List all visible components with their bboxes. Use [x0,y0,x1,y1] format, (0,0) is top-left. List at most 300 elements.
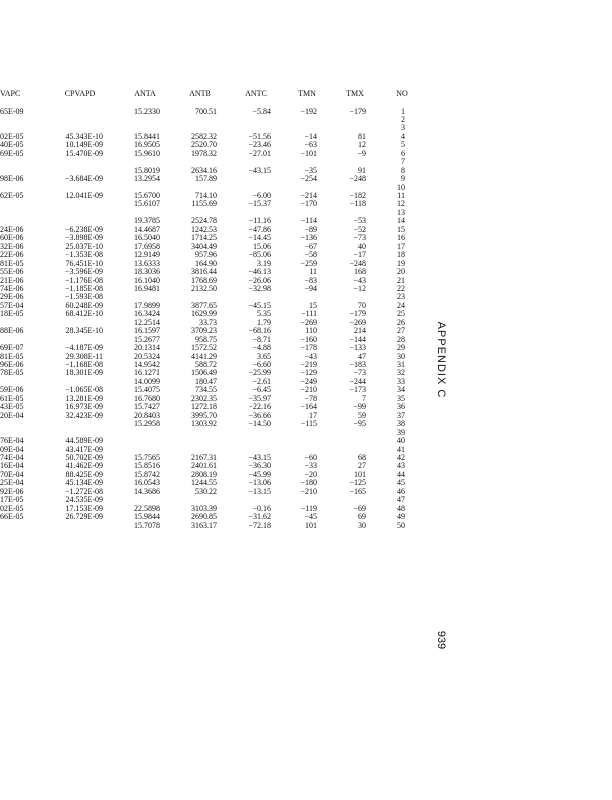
antc-cell: −6.00 [252,191,271,200]
antc-cell: −15.37 [248,199,271,209]
no-cell: 42 [397,452,405,462]
tmn-cell: 110 [305,326,317,336]
antc-cell: −46.13 [248,267,271,277]
tmn-cell: 17 [309,410,317,420]
tmx-cell: 81 [358,131,366,141]
vapc-cell: 60E-06 [0,233,24,243]
vapc-cell: 98E-06 [0,174,24,184]
no-cell: 27 [397,326,405,336]
anta-cell: 12.9149 [134,250,160,260]
cpvapd-cell: 24.535E-09 [65,495,103,505]
antc-cell: −36.66 [248,410,271,420]
anta-cell: 12.2514 [134,317,160,327]
cpvapd-cell: 29.308E-11 [65,351,103,361]
cpvapd-cell: −1.593E-08 [64,292,103,302]
anta-cell: 16.1597 [134,326,160,336]
antc-cell: −51.56 [248,131,271,141]
antb-cell: 588.72 [195,360,217,369]
tmn-cell: −170 [300,199,317,209]
tmx-cell: 27 [358,461,366,471]
tmx-cell: −183 [349,360,366,369]
header-no: NO [396,89,408,98]
no-cell: 16 [397,233,405,243]
antc-cell: 1.79 [257,317,271,327]
tmn-cell: −83 [304,275,317,285]
antc-cell: −72.18 [248,520,271,530]
no-cell: 45 [397,478,405,488]
vapc-cell: 32E-06 [0,241,24,251]
antc-cell: 5.35 [257,309,271,319]
no-cell: 49 [397,512,405,522]
antc-cell: −26.06 [248,275,271,285]
antb-cell: 164.90 [195,258,217,268]
vapc-cell: 21E-06 [0,275,24,285]
no-cell: 23 [397,292,405,302]
no-cell: 7 [401,157,405,167]
cpvapd-cell: 76.451E-10 [65,258,103,268]
antb-cell: 3816.44 [191,267,217,277]
tmn-cell: −136 [300,233,317,243]
anta-cell: 15.7565 [134,452,160,462]
vapc-cell: 57E-04 [0,300,24,310]
no-cell: 12 [397,199,405,209]
no-cell: 5 [401,140,405,150]
tmx-cell: 101 [354,469,366,479]
no-cell: 22 [397,283,405,293]
anta-cell: 14.3686 [134,486,160,496]
tmn-cell: −259 [300,258,317,268]
anta-cell: 15.8441 [134,131,160,141]
no-cell: 36 [397,402,405,412]
tmn-cell: −89 [304,224,317,234]
vapc-cell: 62E-05 [0,191,24,200]
tmx-cell: −43 [353,275,366,285]
vapc-cell: 02E-05 [0,131,24,141]
vapc-cell: 18E-05 [0,309,24,319]
anta-cell: 13.6333 [134,258,160,268]
tmx-cell: −179 [349,309,366,319]
vapc-cell: 96E-06 [0,360,24,369]
no-cell: 40 [397,436,405,446]
tmx-cell: −73 [353,233,366,243]
cpvapd-cell: 43.417E-09 [65,444,103,454]
no-cell: 29 [397,343,405,353]
antb-cell: 1155.69 [191,199,217,209]
antb-cell: 1244.55 [191,478,217,488]
header-tmn: TMN [298,89,316,98]
antb-cell: 33.73 [199,317,217,327]
tmx-cell: −118 [349,199,366,209]
header-anta: ANTA [134,89,156,98]
no-cell: 37 [397,410,405,420]
tmn-cell: −115 [300,419,317,429]
vapc-cell: 17E-05 [0,495,24,505]
tmx-cell: −69 [353,503,366,513]
anta-cell: 20.5324 [134,351,160,361]
antc-cell: −8.71 [252,334,271,344]
tmx-cell: −73 [353,368,366,378]
antb-cell: 3103.39 [191,503,217,513]
antb-cell: 180.47 [195,376,217,386]
no-cell: 1 [401,106,405,116]
cpvapd-cell: 26.729E-09 [65,512,103,522]
tmx-cell: −12 [353,283,366,293]
antc-cell: −45.99 [248,469,271,479]
vapc-cell: 16E-04 [0,461,24,471]
antc-cell: −68.16 [248,326,271,336]
vapc-cell: 81E-05 [0,351,24,361]
no-cell: 14 [397,216,405,226]
cpvapd-cell: 17.153E-09 [65,503,103,513]
anta-cell: 15.8742 [134,469,160,479]
antc-cell: −11.16 [248,216,271,226]
tmn-cell: −33 [304,461,317,471]
tmn-cell: −214 [300,191,317,200]
no-cell: 9 [401,174,405,184]
antb-cell: 714.10 [195,191,217,200]
cpvapd-cell: 44.589E-09 [65,436,103,446]
no-cell: 32 [397,368,405,378]
tmn-cell: −101 [300,148,317,158]
tmn-cell: −114 [300,216,317,226]
tmx-cell: −17 [353,250,366,260]
antb-cell: 2808.19 [191,469,217,479]
no-cell: 18 [397,250,405,260]
tmx-cell: 7 [362,393,366,403]
no-cell: 43 [397,461,405,471]
tmn-cell: −20 [304,469,317,479]
no-cell: 4 [401,131,405,141]
antb-cell: 4141.29 [191,351,217,361]
tmn-cell: −119 [300,503,317,513]
vapc-cell: 29E-06 [0,292,24,302]
vapc-cell: 69E-07 [0,343,24,353]
antb-cell: 2582.32 [191,131,217,141]
anta-cell: 16.7680 [134,393,160,403]
antb-cell: 1714.25 [191,233,217,243]
tmx-cell: −173 [349,385,366,395]
anta-cell: 19.3785 [134,216,160,226]
tmx-cell: −165 [349,486,366,496]
cpvapd-cell: 60.248E-09 [65,300,103,310]
header-tmx: TMX [346,89,364,98]
no-cell: 25 [397,309,405,319]
vapc-cell: 70E-04 [0,469,24,479]
vapc-cell: 74E-06 [0,283,24,293]
anta-cell: 16.9505 [134,140,160,150]
tmn-cell: −111 [301,309,317,319]
tmx-cell: 59 [358,410,366,420]
antb-cell: 1768.69 [191,275,217,285]
antb-cell: 700.51 [195,106,217,116]
antb-cell: 1629.99 [191,309,217,319]
antc-cell: 3.19 [257,258,271,268]
vapc-cell: 40E-05 [0,140,24,150]
tmn-cell: −180 [300,478,317,488]
no-cell: 2 [401,114,405,124]
tmn-cell: −210 [300,486,317,496]
anta-cell: 15.9844 [134,512,160,522]
antb-cell: 2167.31 [191,452,217,462]
antb-cell: 2690.85 [191,512,217,522]
vapc-cell: 59E-06 [0,385,24,395]
vapc-cell: 78E-05 [0,368,24,378]
antc-cell: −13.15 [248,486,271,496]
no-cell: 11 [397,191,405,200]
antc-cell: −43.15 [248,165,271,175]
anta-cell: 13.2954 [134,174,160,184]
anta-cell: 15.8019 [134,165,160,175]
antc-cell: −22.16 [248,402,271,412]
vapc-cell: 09E-04 [0,444,24,454]
tmn-cell: −249 [300,376,317,386]
anta-cell: 15.6107 [134,199,160,209]
anta-cell: 15.7078 [134,520,160,530]
cpvapd-cell: −1.168E-08 [64,360,103,369]
antc-cell: −45.15 [248,300,271,310]
no-cell: 20 [397,267,405,277]
antc-cell: −6.45 [252,385,271,395]
vapc-cell: 20E-04 [0,410,24,420]
tmx-cell: 69 [358,512,366,522]
tmx-cell: −53 [353,216,366,226]
antb-cell: 2401.61 [191,461,217,471]
no-cell: 28 [397,334,405,344]
antb-cell: 734.55 [195,385,217,395]
antb-cell: 2634.16 [191,165,217,175]
anta-cell: 14.0099 [134,376,160,386]
no-cell: 34 [397,385,405,395]
vapc-cell: 81E-05 [0,258,24,268]
tmx-cell: 12 [358,140,366,150]
tmx-cell: −95 [353,419,366,429]
tmn-cell: −178 [300,343,317,353]
anta-cell: 17.6958 [134,241,160,251]
cpvapd-cell: 10.149E-09 [65,140,103,150]
cpvapd-cell: 45.343E-10 [65,131,103,141]
tmx-cell: −9 [357,148,366,158]
antc-cell: −25.99 [248,368,271,378]
tmn-cell: −78 [304,393,317,403]
cpvapd-cell: −1.065E-08 [64,385,103,395]
anta-cell: 20.1314 [134,343,160,353]
antc-cell: −47.86 [248,224,271,234]
tmx-cell: −99 [353,402,366,412]
tmx-cell: −52 [353,224,366,234]
antb-cell: 1572.52 [191,343,217,353]
no-cell: 30 [397,351,405,361]
tmx-cell: 40 [358,241,366,251]
antb-cell: 1272.18 [191,402,217,412]
tmn-cell: −160 [300,334,317,344]
cpvapd-cell: −1.176E-08 [64,275,103,285]
cpvapd-cell: 32.423E-09 [65,410,103,420]
antc-cell: −14.50 [248,419,271,429]
vapc-cell: 55E-06 [0,267,24,277]
header-antb: ANTB [189,89,211,98]
vapc-cell: 74E-04 [0,452,24,462]
no-cell: 19 [397,258,405,268]
tmx-cell: 30 [358,520,366,530]
anta-cell: 18.3036 [134,267,160,277]
tmx-cell: 70 [358,300,366,310]
antb-cell: 2520.70 [191,140,217,150]
tmn-cell: 101 [305,520,317,530]
cpvapd-cell: 13.281E-09 [65,393,103,403]
cpvapd-cell: 45.134E-09 [65,478,103,488]
anta-cell: 16.0543 [134,478,160,488]
anta-cell: 14.4687 [134,224,160,234]
header-antc: ANTC [245,89,267,98]
antb-cell: 3877.65 [191,300,217,310]
no-cell: 50 [397,520,405,530]
no-cell: 33 [397,376,405,386]
tmn-cell: −63 [304,140,317,150]
tmx-cell: 168 [354,267,366,277]
antb-cell: 2524.78 [191,216,217,226]
vapc-cell: 66E-05 [0,512,24,522]
no-cell: 41 [397,444,405,454]
antc-cell: −43.15 [248,452,271,462]
anta-cell: 17.9899 [134,300,160,310]
antc-cell: −5.84 [252,106,271,116]
antb-cell: 957.96 [195,250,217,260]
cpvapd-cell: −3.684E-09 [64,174,103,184]
tmn-cell: −58 [304,250,317,260]
appendix-label: APPENDIX C [435,321,447,399]
antb-cell: 530.22 [195,486,217,496]
no-cell: 47 [397,495,405,505]
no-cell: 13 [397,207,405,217]
tmx-cell: −182 [349,191,366,200]
tmn-cell: −219 [300,360,317,369]
anta-cell: 16.9481 [134,283,160,293]
tmn-cell: −67 [304,241,317,251]
tmx-cell: −133 [349,343,366,353]
anta-cell: 15.4075 [134,385,160,395]
cpvapd-cell: −6.238E-09 [64,224,103,234]
antc-cell: −85.06 [248,250,271,260]
cpvapd-cell: 25.037E-10 [65,241,103,251]
tmn-cell: −14 [304,131,317,141]
cpvapd-cell: 41.462E-09 [65,461,103,471]
antb-cell: 1303.92 [191,419,217,429]
antb-cell: 1242.53 [191,224,217,234]
antc-cell: −4.88 [252,343,271,353]
no-cell: 3 [401,123,405,133]
tmx-cell: −248 [349,174,366,184]
anta-cell: 15.2330 [134,106,160,116]
antb-cell: 157.89 [195,174,217,184]
tmx-cell: −179 [349,106,366,116]
no-cell: 17 [397,241,405,251]
vapc-cell: 88E-06 [0,326,24,336]
anta-cell: 16.1271 [134,368,160,378]
anta-cell: 22.5898 [134,503,160,513]
page-number: 939 [435,630,447,650]
antb-cell: 3995.70 [191,410,217,420]
antc-cell: −23.46 [248,140,271,150]
tmn-cell: −269 [300,317,317,327]
anta-cell: 16.5040 [134,233,160,243]
tmn-cell: −94 [304,283,317,293]
anta-cell: 16.1040 [134,275,160,285]
antb-cell: 3709.23 [191,326,217,336]
antc-cell: −32.98 [248,283,271,293]
antc-cell: −14.45 [248,233,271,243]
antc-cell: −6.60 [252,360,271,369]
no-cell: 48 [397,503,405,513]
no-cell: 10 [397,182,405,192]
no-cell: 44 [397,469,405,479]
no-cell: 26 [397,317,405,327]
tmn-cell: −254 [300,174,317,184]
tmx-cell: −244 [349,376,366,386]
antb-cell: 2302.35 [191,393,217,403]
tmn-cell: −129 [300,368,317,378]
antc-cell: 15.06 [253,241,271,251]
cpvapd-cell: 28.345E-10 [65,326,103,336]
vapc-cell: 92E-06 [0,486,24,496]
tmn-cell: −43 [304,351,317,361]
cpvapd-cell: 18.301E-09 [65,368,103,378]
vapc-cell: 24E-06 [0,224,24,234]
cpvapd-cell: 12.041E-09 [65,191,103,200]
antc-cell: 3.65 [257,351,271,361]
antb-cell: 3404.49 [191,241,217,251]
no-cell: 46 [397,486,405,496]
cpvapd-cell: 15.470E-09 [65,148,103,158]
vapc-cell: 65E-09 [0,106,24,116]
no-cell: 35 [397,393,405,403]
header-vapc: VAPC [0,89,21,98]
antc-cell: −27.01 [248,148,271,158]
vapc-cell: 22E-06 [0,250,24,260]
tmx-cell: −248 [349,258,366,268]
tmn-cell: −164 [300,402,317,412]
tmx-cell: −144 [349,334,366,344]
no-cell: 21 [397,275,405,285]
anta-cell: 16.3424 [134,309,160,319]
tmn-cell: −60 [304,452,317,462]
no-cell: 8 [401,165,405,175]
cpvapd-cell: 68.412E-10 [65,309,103,319]
antb-cell: 1978.32 [191,148,217,158]
cpvapd-cell: 50.702E-09 [65,452,103,462]
cpvapd-cell: 16.973E-09 [65,402,103,412]
vapc-cell: 69E-05 [0,148,24,158]
tmx-cell: −125 [349,478,366,488]
tmx-cell: 91 [358,165,366,175]
antc-cell: −13.06 [248,478,271,488]
cpvapd-cell: −3.898E-09 [64,233,103,243]
anta-cell: 15.2677 [134,334,160,344]
vapc-cell: 61E-05 [0,393,24,403]
vapc-cell: 76E-04 [0,436,24,446]
antc-cell: −35.97 [248,393,271,403]
no-cell: 31 [397,360,405,369]
tmn-cell: −192 [300,106,317,116]
antc-cell: −36.30 [248,461,271,471]
vapc-cell: 43E-05 [0,402,24,412]
anta-cell: 15.8516 [134,461,160,471]
anta-cell: 15.7427 [134,402,160,412]
antc-cell: −31.62 [248,512,271,522]
antb-cell: 1506.49 [191,368,217,378]
cpvapd-cell: −1.272E-08 [64,486,103,496]
tmn-cell: 11 [309,267,317,277]
cpvapd-cell: 88.425E-09 [65,469,103,479]
